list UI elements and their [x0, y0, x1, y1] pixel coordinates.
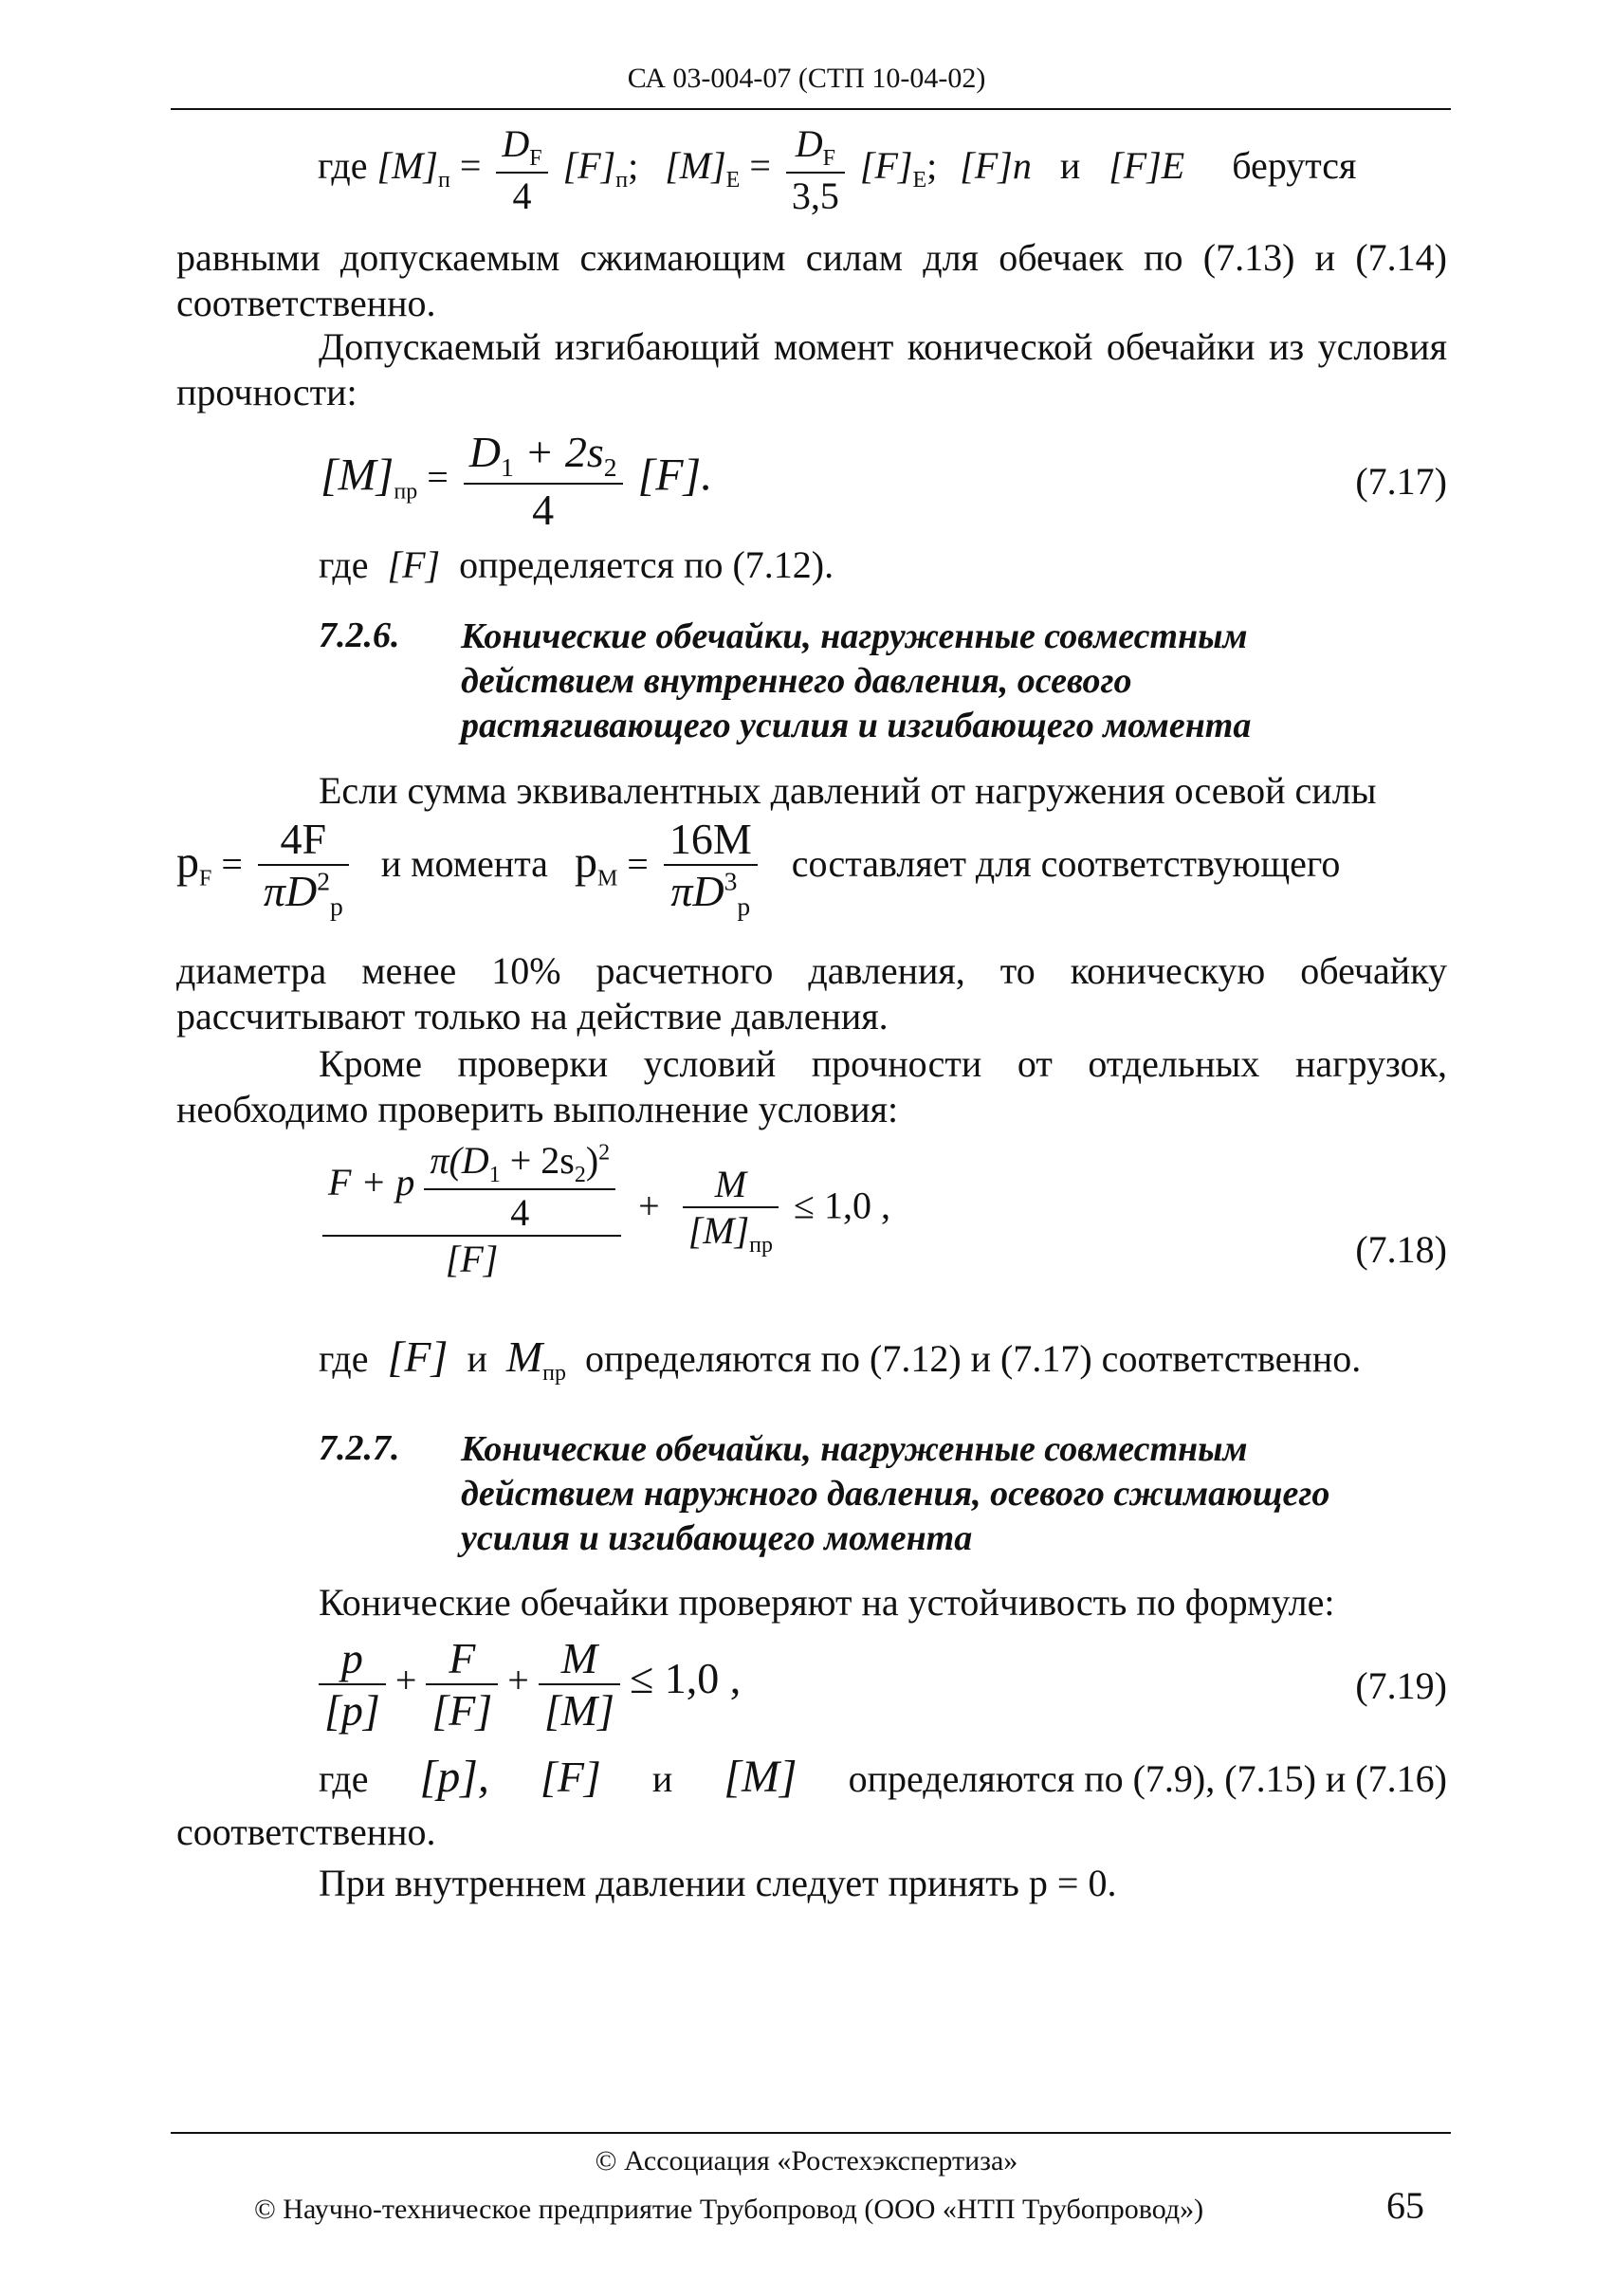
fraction-df-4: $\frac{D_F}{4}$ [496, 121, 547, 218]
document-code: СА 03-004-07 (СТП 10-04-02) [627, 63, 986, 94]
section-heading-7-2-6: Конические обечайки, нагруженные совместным действием внутреннего давления, осевого растягивающего усилия и изгибающего момента [461, 616, 1252, 745]
header-rule [171, 108, 1451, 110]
fraction-m-mpr: $\frac{M}{[M]_{пр}}$ [683, 1162, 779, 1258]
fraction-df-35: $\frac{D_F}{3,5}$ [786, 121, 845, 218]
section-number-7-2-7: 7.2.7. [319, 1428, 400, 1468]
fraction-m: $\frac{M}{[M]}$ [539, 1633, 620, 1736]
where-line-7-19: где [p], [F] и [M] определяются по (7.9), (7.15) и (7.16) [319, 1752, 1447, 1802]
fraction-d1-2s2-4: $\frac{D_1 + 2s_2}{4}$ [464, 427, 623, 535]
equation-number-7-19: (7.19) [1355, 1664, 1447, 1707]
where-line-7-18: где [F] и $M_{пр}$ определяются по (7.12) и (7.17) соответственно. [319, 1332, 1362, 1386]
fraction-main-7-18: F + p $\frac{\pi(D_1 + 2s_2)^2}{4}$ [F] [322, 1138, 621, 1281]
paragraph-internal-pressure: При внутреннем давлении следует принять p = 0. [319, 1862, 1117, 1904]
paragraph-continuation-3: диаметра менее 10% расчетного давления, то коническую обечайку рассчитывают только на действие давления. [176, 949, 1447, 1038]
paragraph-equivalent-pressure: Если сумма эквивалентных давлений от нагружения осевой силы [319, 769, 1377, 812]
paragraph-stability-check: Конические обечайки проверяют на устойчивость по формуле: [319, 1581, 1335, 1624]
moment-symbol: [M] [376, 144, 438, 188]
paragraph-strength-check: Кроме проверки условий прочности от отдельных нагрузок, необходимо проверить выполнение условия: [176, 1042, 1447, 1130]
equation-7-17: $[M]_{пр}$ = $\frac{D_1 + 2s_2}{4}$ [F]. [321, 428, 713, 535]
formula-line-allowable-moments: где $[M]_п$ = $\frac{D_F}{4}$ $[F]_п$; $[M]_E$ = $\frac{D_F}{3,5}$ $[F]_E$; [F]п и [F]E берутся [318, 122, 1357, 217]
fraction-4f: $\frac{4F}{\pi D^2_p}$ [258, 814, 349, 922]
equation-7-18: F + p $\frac{\pi(D_1 + 2s_2)^2}{4}$ [F] + $\frac{M}{[M]_{пр}}$ ≤ 1,0 , [322, 1138, 890, 1281]
fraction-16m: $\frac{16M}{\pi D^3_p}$ [664, 814, 758, 922]
where-label: где [318, 144, 368, 188]
where-line-7-17: где [F] определяется по (7.12). [319, 543, 834, 586]
paragraph-allowable-moment: Допускаемый изгибающий момент конической обечайки из условия прочности: [176, 325, 1447, 413]
equation-number-7-17: (7.17) [1355, 460, 1447, 503]
section-heading-7-2-7: Конические обечайки, нагруженные совместным действием наружного давления, осевого сжимающего усилия и изгибающего момента [461, 1429, 1330, 1558]
moment-symbol-e: [M] [665, 144, 726, 188]
section-number-7-2-6: 7.2.6. [319, 615, 400, 655]
footer-association: © Ассоциация «Ростехэкспертиза» [595, 2145, 1018, 2177]
page-number: 65 [1386, 2184, 1424, 2227]
footer-rule [171, 2132, 1451, 2134]
fraction-f: $\frac{F}{[F]}$ [426, 1633, 498, 1736]
equation-number-7-18: (7.18) [1355, 1228, 1447, 1271]
fraction-p: $\frac{p}{[p]}$ [319, 1633, 386, 1736]
paragraph-continuation-7-19: соответственно. [176, 1810, 436, 1853]
equation-7-19: $\frac{p}{[p]}$ + $\frac{F}{[F]}$ + $\frac{M}{[M]}$ ≤ 1,0 , [319, 1633, 741, 1736]
footer-enterprise: © Научно-техническое предприятие Трубопровод (ООО «НТП Трубопровод») [254, 2194, 1204, 2225]
formula-pf-pm: $p_F$ = $\frac{4F}{\pi D^2_p}$ и момента $p_M$ = $\frac{16M}{\pi D^3_p}$ составляет для соответствующего [176, 815, 1341, 922]
paragraph-continuation-1: равными допускаемым сжимающим силам для обечаек по (7.13) и (7.14) соответственно. [176, 236, 1447, 324]
